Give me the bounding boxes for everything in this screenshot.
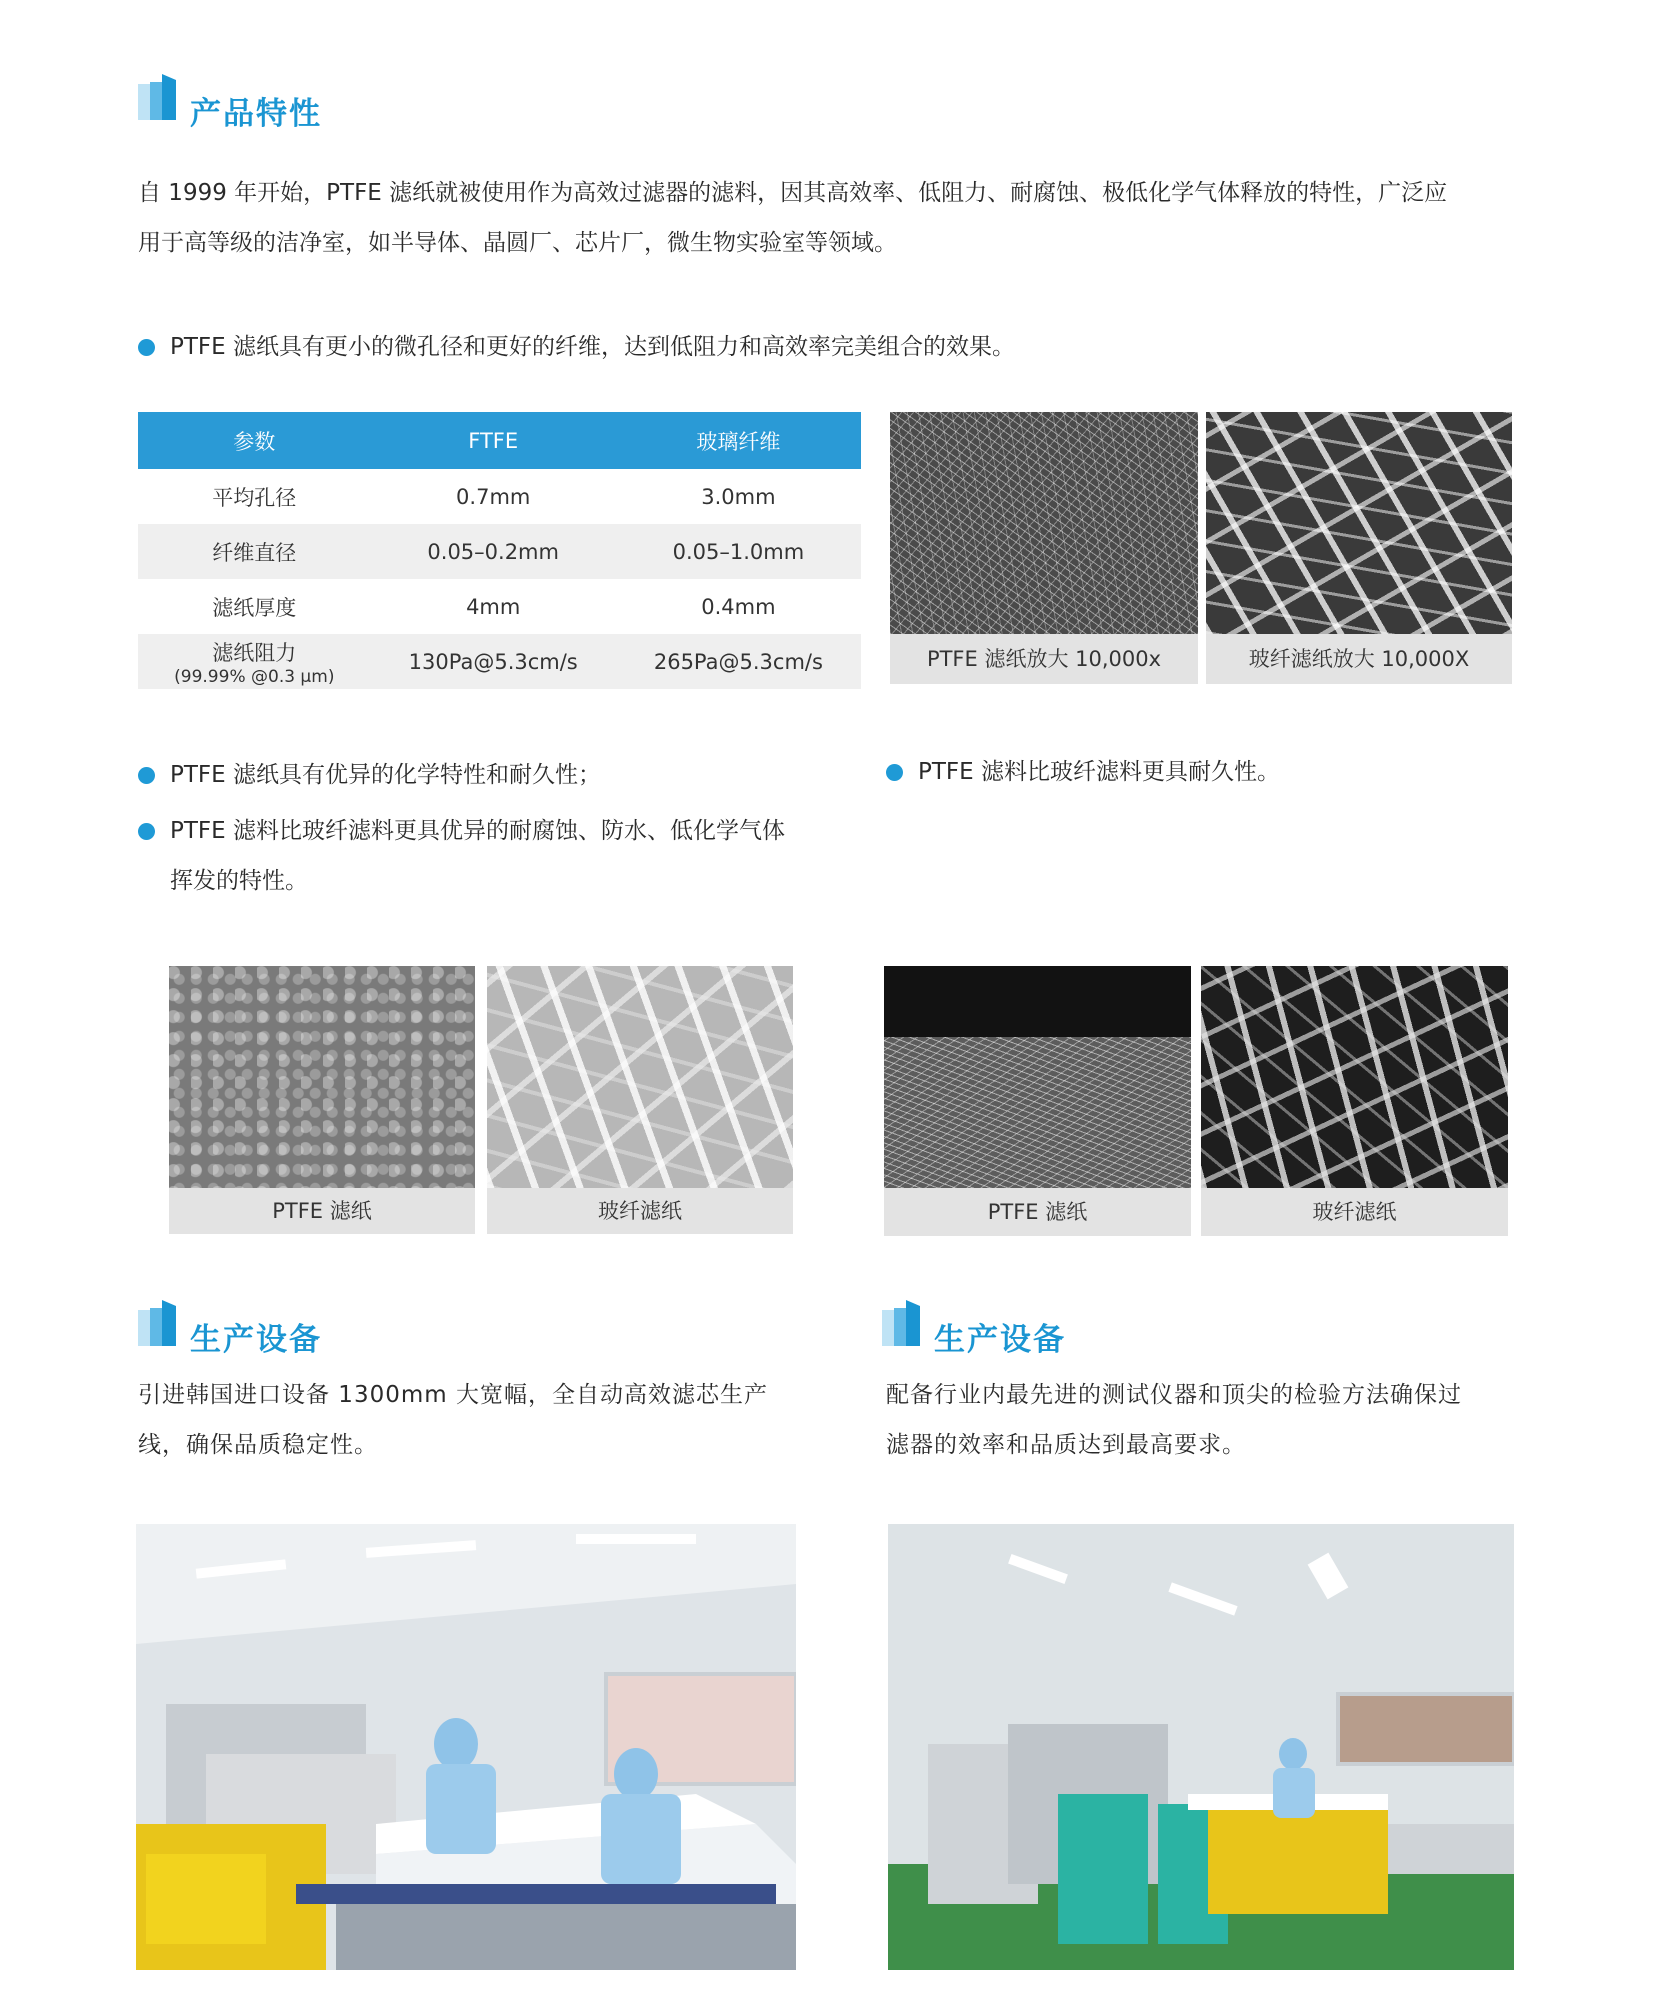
table-cell-glass: 265Pa@5.3cm/s — [616, 634, 861, 689]
image-caption: PTFE 滤纸放大 10,000x — [890, 634, 1198, 684]
parameter-table — [138, 412, 861, 689]
sem-image-glass-dark — [1201, 966, 1508, 1188]
table-cell-param: 滤纸厚度 — [212, 595, 297, 620]
image-caption: PTFE 滤纸 — [169, 1188, 475, 1234]
table-cell-param — [138, 634, 371, 689]
bullet-line: PTFE 滤料比玻纤滤料更具优异的耐腐蚀、防水、低化学气体 — [170, 818, 785, 844]
equipment-paragraph-right — [886, 1370, 1526, 1470]
table-cell-param: 平均孔径 — [212, 485, 297, 510]
table-row — [138, 579, 861, 634]
table-header-row — [138, 412, 861, 469]
table-header-cell: 玻璃纤维 — [616, 412, 861, 469]
bullet-line: 挥发的特性。 — [170, 868, 308, 894]
image-caption: 玻纤滤纸 — [1201, 1188, 1508, 1236]
table-header-cell: FTFE — [371, 412, 616, 469]
bullet-text-1: PTFE 滤纸具有更小的微孔径和更好的纤维，达到低阻力和高效率完美组合的效果。 — [170, 334, 1015, 360]
sem-image-ptfe-side — [884, 966, 1191, 1188]
paragraph-line: 引进韩国进口设备 1300mm 大宽幅，全自动高效滤芯生产 — [138, 1382, 768, 1408]
image-caption: 玻纤滤纸 — [487, 1188, 793, 1234]
paragraph-line: 线，确保品质稳定性。 — [138, 1432, 378, 1458]
table-header-cell: 参数 — [138, 412, 371, 469]
section-heading-icon — [138, 74, 176, 120]
table-row — [138, 469, 861, 524]
sem-image-glass — [487, 966, 793, 1188]
image-caption: PTFE 滤纸 — [884, 1188, 1191, 1236]
section-title-features: 产品特性 — [190, 96, 322, 132]
sem-image-tile — [1206, 412, 1512, 684]
bullet-dot — [886, 764, 903, 781]
table-cell-ftfe: 0.7mm — [456, 484, 531, 509]
paragraph-line: 配备行业内最先进的测试仪器和顶尖的检验方法确保过 — [886, 1382, 1462, 1408]
table-cell-ftfe: 130Pa@5.3cm/s — [371, 634, 616, 689]
param-subnote: (99.99% @0.3 μm) — [174, 666, 335, 687]
sem-image-tile — [169, 966, 475, 1234]
sem-image-tile — [487, 966, 793, 1234]
equipment-paragraph-left — [138, 1370, 858, 1470]
sem-image-tile — [884, 966, 1191, 1236]
sem-image-tile — [890, 412, 1198, 684]
section-title-equipment-2: 生产设备 — [934, 1322, 1066, 1358]
intro-paragraph — [138, 168, 1538, 268]
param-name: 滤纸阻力 — [212, 640, 297, 665]
table-cell-glass: 0.4mm — [701, 594, 776, 619]
table-row — [138, 634, 861, 689]
section-title-equipment: 生产设备 — [190, 1322, 322, 1358]
intro-line-2: 用于高等级的洁净室，如半导体、晶圆厂、芯片厂，微生物实验室等领域。 — [138, 230, 897, 256]
sem-image-glass-10000x — [1206, 412, 1512, 634]
table-cell-glass: 0.05–1.0mm — [616, 524, 861, 579]
factory-photo-production-line — [136, 1524, 796, 1970]
bullet-text-left-1: PTFE 滤纸具有优异的化学特性和耐久性； — [170, 762, 601, 788]
table-cell-ftfe: 0.05–0.2mm — [371, 524, 616, 579]
section-heading-icon — [882, 1300, 920, 1346]
table-row — [138, 524, 861, 579]
section-heading-icon — [138, 1300, 176, 1346]
bullet-dot — [138, 767, 155, 784]
bullet-dot — [138, 823, 155, 840]
table-cell-ftfe: 4mm — [466, 594, 521, 619]
factory-photo-test-equipment — [888, 1524, 1514, 1970]
paragraph-line: 滤器的效率和品质达到最高要求。 — [886, 1432, 1246, 1458]
sem-image-ptfe — [169, 966, 475, 1188]
sem-image-tile — [1201, 966, 1508, 1236]
table-cell-glass: 3.0mm — [701, 484, 776, 509]
bullet-text-left-2 — [170, 806, 870, 906]
table-cell-param: 纤维直径 — [138, 524, 371, 579]
sem-image-ptfe-10000x — [890, 412, 1198, 634]
image-caption: 玻纤滤纸放大 10,000X — [1206, 634, 1512, 684]
bullet-text-right-1: PTFE 滤料比玻纤滤料更具耐久性。 — [918, 759, 1280, 785]
intro-line-1: 自 1999 年开始，PTFE 滤纸就被使用作为高效过滤器的滤料，因其高效率、低阻力、耐腐蚀、极低化学气体释放的特性，广泛应 — [138, 180, 1448, 206]
bullet-dot — [138, 339, 155, 356]
